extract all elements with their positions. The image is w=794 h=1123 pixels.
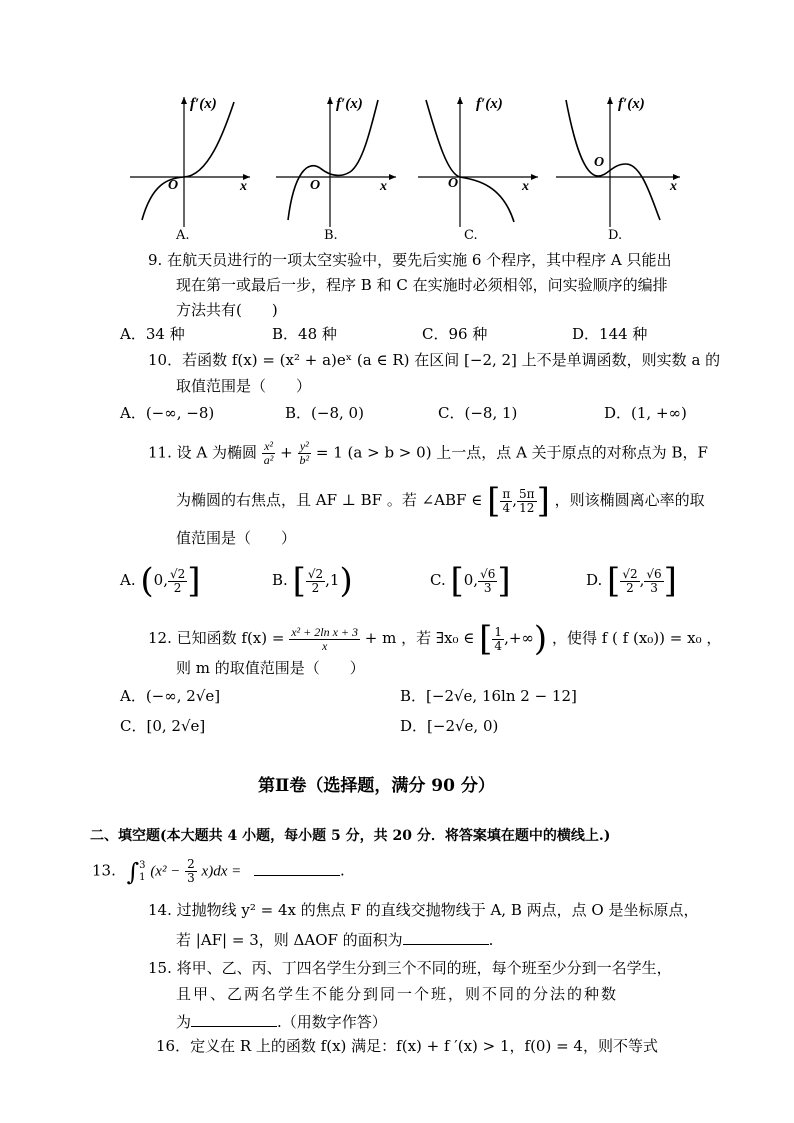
q12-den: x xyxy=(321,638,328,653)
q9-stem-line3: 方法共有( ) xyxy=(176,301,278,319)
q12-frac xyxy=(289,626,360,653)
graph-a-xlabel: x xyxy=(240,179,247,194)
q15-line3-pre: 为 xyxy=(176,1013,192,1031)
q11-option-b-label: B. xyxy=(272,571,288,589)
q11-frac-5pi12: $\frac{5\pi}{12}$ xyxy=(519,486,535,515)
q11-line2: 为椭圆的右焦点，且 AF ⊥ BF 。若 ∠ABF ∈ [ $\frac{\pi}{4}$ , $\frac{5\pi}{12}$ ] ，则该椭圆离心率的取 xyxy=(176,481,705,521)
graph-d-origin: O xyxy=(594,155,605,170)
q10-option-d: D．(1, +∞) xyxy=(604,404,687,422)
q14-answer-blank[interactable] xyxy=(403,928,489,945)
q11-ellipse-suffix: = 1 (a > b > 0) 上一点，点 A 关于原点的对称点为 B，F xyxy=(315,443,708,462)
q11-option-b: B. [ $\frac{√2}{2}$ ,1) xyxy=(272,561,353,601)
graph-c-ylabel: f′(x) xyxy=(476,96,503,112)
graph-a-ylabel: f′(x) xyxy=(190,96,217,112)
q12-line1: 12. 已知函数 f(x) = $\frac{\text{x² + 2ln x + 3}}{x}$ + m ，若 ∃x₀ ∈ [ $\frac{1}{4}$ ,+∞) ，使得 f ( f (x₀)) = x₀ ， xyxy=(148,619,722,659)
graph-b-origin: O xyxy=(310,178,321,193)
q13-upper: 3 xyxy=(139,859,146,871)
q9-option-d: D．144 种 xyxy=(572,325,648,343)
q9-stem-line2: 现在第一或最后一步，程序 B 和 C 在实施时必须相邻，问实验顺序的编排 xyxy=(176,276,668,294)
graph-c xyxy=(418,96,538,227)
q14-line2-text: 若 |AF| = 3，则 ΔAOF 的面积为 xyxy=(176,931,403,949)
graph-label-a: A. xyxy=(176,228,190,243)
q15-line1: 15. 将甲、乙、丙、丁四名学生分到三个不同的班，每个班至少分到一名学生， xyxy=(148,959,672,977)
q13-body-pre: (x² − xyxy=(150,863,181,880)
q12-option-c: C．[0, 2√e] xyxy=(120,717,206,735)
q13-label: 13. xyxy=(92,861,116,880)
q13-end: . xyxy=(340,861,345,880)
q11-option-c-label: C. xyxy=(430,571,446,589)
q11-line3: 值范围是（ ） xyxy=(176,529,297,547)
q11-line1: 11. 设 A 为椭圆 $\frac{\text{x²}}{\text{a²}}$ + $\frac{\text{y²}}{\text{b²}}$ = 1 (a > b > 0) 上一点，点 A 关于原点的对称点为 B，F xyxy=(148,439,708,467)
section2-heading: 二、填空题(本大题共 4 小题，每小题 5 分，共 20 分．将答案填在题中的横线上.) xyxy=(90,828,611,844)
q11-prefix: 11. 设 A 为椭圆 xyxy=(148,443,257,462)
q10-option-a: A．(−∞, −8) xyxy=(120,404,215,422)
graph-b-xlabel: x xyxy=(380,179,387,194)
q12-option-b: B．[−2√e, 16ln 2 − 12] xyxy=(400,687,577,705)
graph-d xyxy=(556,96,680,227)
q15-line2: 且甲、乙两名学生不能分到同一个班，则不同的分法的种数 xyxy=(176,985,619,1003)
q13-body-post: x)dx = xyxy=(201,863,242,880)
q12-option-a: A．(−∞, 2√e] xyxy=(120,687,221,705)
q14-line1: 14. 过抛物线 y² = 4x 的焦点 F 的直线交抛物线于 A, B 两点，点 O 是坐标原点， xyxy=(148,901,699,919)
part2-title: 第Ⅱ卷（选择题，满分 90 分） xyxy=(258,776,495,796)
q12-prefix: 12. 已知函数 f(x) = xyxy=(148,629,285,647)
graph-c-xlabel: x xyxy=(522,179,529,194)
graph-label-b: B. xyxy=(324,228,338,243)
graph-b xyxy=(276,96,396,227)
derivative-graphs xyxy=(120,92,690,232)
q11-option-a: A. (0, $\frac{√2}{2}$ ] xyxy=(120,561,201,601)
q9-option-b: B．48 种 xyxy=(272,325,337,343)
q16-line1: 16．定义在 R 上的函数 f(x) 满足：f(x) + f ′(x) > 1，f(0) = 4，则不等式 xyxy=(156,1037,658,1055)
q11-option-c: C. [0, $\frac{√6}{3}$ ] xyxy=(430,561,511,601)
q11-frac-x: $\frac{\text{x²}}{\text{a²}}$ xyxy=(263,439,274,467)
q14-line2 xyxy=(176,928,493,950)
graph-b-ylabel: f′(x) xyxy=(336,96,363,112)
graph-d-xlabel: x xyxy=(670,179,677,194)
q10-option-b: B．(−8, 0) xyxy=(285,404,364,422)
graph-label-c: C. xyxy=(464,228,478,243)
q12-mid: + m ，若 ∃x₀ ∈ xyxy=(364,629,475,647)
q14-end: . xyxy=(488,931,494,949)
q9-option-c: C．96 种 xyxy=(422,325,488,343)
q15-answer-blank[interactable] xyxy=(191,1010,277,1027)
q12-num: x² + 2ln x + 3 xyxy=(291,624,359,639)
q11-frac-y: $\frac{\text{y²}}{\text{b²}}$ xyxy=(299,439,310,467)
q9-option-a: A．34 种 xyxy=(120,325,185,343)
q10-stem-line1: 10．若函数 f(x) = (x² + a)eˣ (a ∈ R) 在区间 [−2, 2] 上不是单调函数，则实数 a 的 xyxy=(148,351,721,369)
q11-line2-prefix: 为椭圆的右焦点，且 AF ⊥ BF 。若 ∠ABF ∈ xyxy=(176,491,483,509)
q10-stem-line2: 取值范围是（ ） xyxy=(176,377,312,395)
q11-option-a-label: A. xyxy=(120,571,136,589)
q13-integral-sign: ∫ xyxy=(126,857,140,886)
q13-lower: 1 xyxy=(139,871,146,883)
q9-stem-line1: 9. 在航天员进行的一项太空实验中，要先后实施 6 个程序，其中程序 A 只能出 xyxy=(148,251,672,269)
q11-option-d: D. [ $\frac{√2}{2}$ , $\frac{√6}{3}$ ] xyxy=(586,561,677,601)
graph-c-origin: O xyxy=(448,176,459,191)
q13-line: 13. ∫3 1 (x² − $\frac{2}{3}$ x)dx = . xyxy=(92,857,345,886)
q15-line3 xyxy=(176,1010,387,1032)
graph-d-ylabel: f′(x) xyxy=(618,96,645,112)
q11-option-d-label: D. xyxy=(586,571,603,589)
graph-label-d: D. xyxy=(608,228,623,243)
graph-a-origin: O xyxy=(168,178,179,193)
q11-line2-suffix: ，则该椭圆离心率的取 xyxy=(554,491,705,509)
q10-option-c: C．(−8, 1) xyxy=(438,404,518,422)
q11-frac-pi4: $\frac{\pi}{4}$ xyxy=(502,486,511,515)
q12-option-d: D．[−2√e, 0) xyxy=(400,717,499,735)
q13-answer-blank[interactable] xyxy=(254,859,340,876)
q15-line3-post: .（用数字作答） xyxy=(277,1013,387,1031)
q12-line2: 则 m 的取值范围是（ ） xyxy=(176,659,365,677)
graph-a xyxy=(130,96,250,227)
q12-suffix: ，使得 f ( f (x₀)) = x₀ ， xyxy=(551,629,722,647)
